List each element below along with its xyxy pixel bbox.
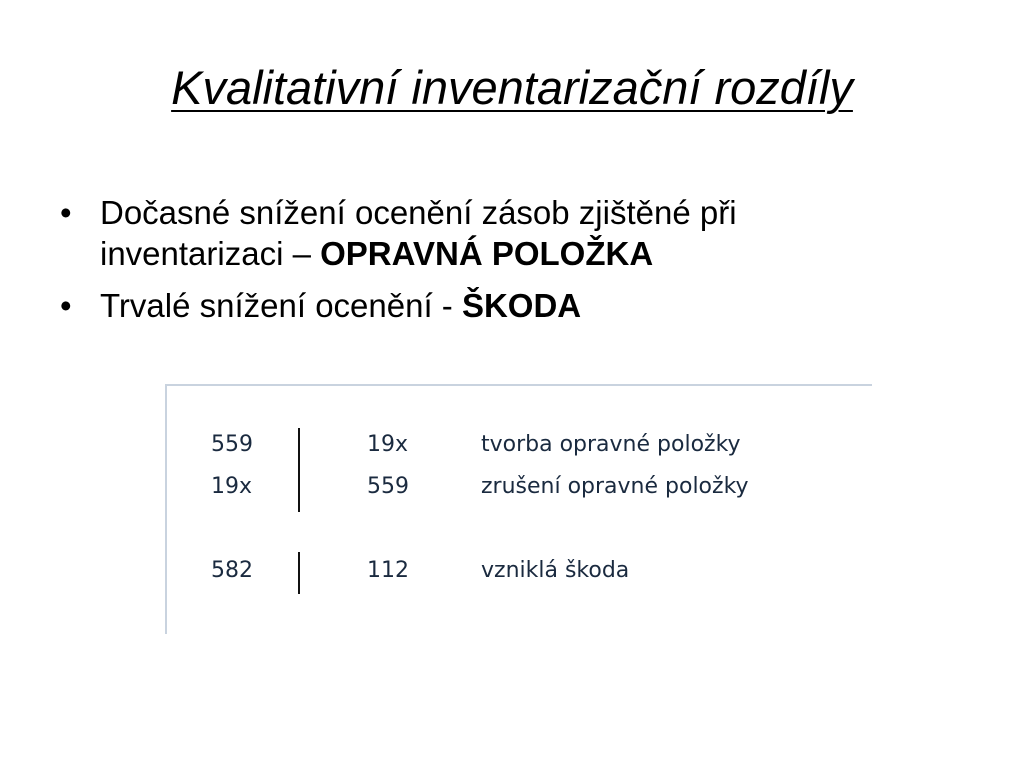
bullet-marker: • <box>60 194 72 231</box>
entry-description: tvorba opravné položky <box>481 432 741 457</box>
entry-row <box>167 466 872 508</box>
credit-account: 19x <box>367 432 409 457</box>
entry-group-opravna-polozka <box>167 424 872 508</box>
bullet-emphasis-skoda: ŠKODA <box>461 287 582 324</box>
bullet-emphasis-opravna-polozka: OPRAVNÁ POLOŽKA <box>320 235 654 272</box>
entry-row <box>167 550 872 592</box>
entry-row <box>167 424 872 466</box>
entry-group-skoda <box>167 550 872 592</box>
accounting-entries-image <box>165 384 872 634</box>
entry-description: zrušení opravné položky <box>481 474 749 499</box>
bullet-text-line2: inventarizaci – <box>100 235 321 272</box>
bullet-item-permanent <box>60 285 960 326</box>
debit-account: 559 <box>211 432 253 457</box>
credit-account: 559 <box>367 474 409 499</box>
bullet-text: Trvalé snížení ocenění - <box>100 287 462 324</box>
bullet-text-line1: Dočasné snížení ocenění zásob zjištěné při <box>100 194 737 231</box>
debit-account: 19x <box>211 474 253 499</box>
entry-description: vzniklá škoda <box>481 558 630 583</box>
bullet-marker: • <box>60 287 72 324</box>
bullet-list <box>60 192 960 337</box>
debit-account: 582 <box>211 558 253 583</box>
bullet-item-temporary <box>60 192 960 274</box>
credit-account: 112 <box>367 558 409 583</box>
slide-title: Kvalitativní inventarizační rozdíly <box>171 61 853 114</box>
